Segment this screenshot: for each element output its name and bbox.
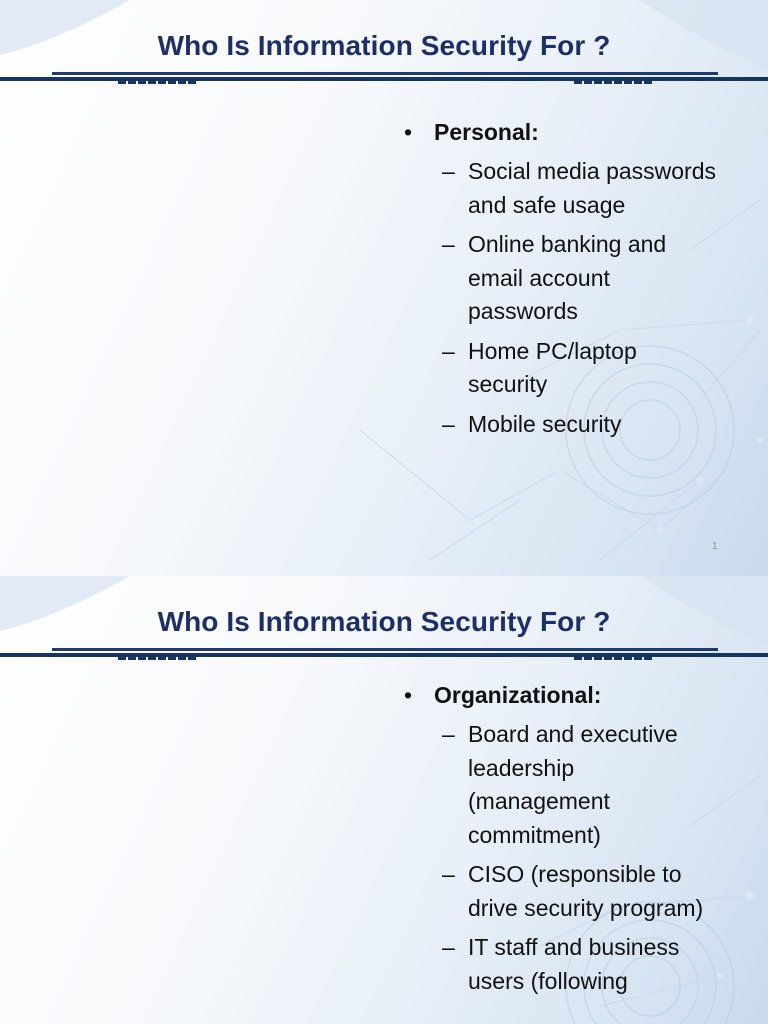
list-item-text: CISO (responsible to drive security program): [468, 861, 704, 921]
list-item: [404, 931, 756, 998]
list-item-text: Home PC/laptop security: [468, 337, 637, 397]
dash-symbol: –: [442, 158, 455, 184]
slide-title: Who Is Information Security For ?: [157, 30, 611, 61]
header-dash-left: [118, 81, 198, 84]
header-dash-right: [574, 81, 654, 84]
list-item-text: IT staff and business users (following: [468, 934, 680, 994]
bullet-heading: Personal:: [434, 119, 539, 145]
header-dash-left: [118, 657, 198, 660]
list-item-text: Online banking and email account passwords: [468, 231, 667, 324]
list-item: [404, 228, 756, 329]
bullet-list: [404, 679, 756, 998]
slide-2: [0, 576, 768, 1024]
list-item: [404, 155, 756, 222]
dash-symbol: –: [442, 337, 455, 364]
list-item: [404, 858, 756, 925]
title-rule: [52, 648, 718, 651]
dash-symbol: –: [442, 410, 455, 437]
title-rule: [52, 72, 718, 75]
list-item: [404, 335, 756, 402]
header-dash-right: [574, 657, 654, 660]
page-number: 1: [712, 541, 718, 552]
bullet-item: [404, 679, 756, 711]
bullet-symbol: •: [404, 119, 413, 145]
list-item-text: Social media passwords and safe usage: [468, 158, 717, 218]
bullet-list: [404, 116, 756, 441]
dash-symbol: –: [442, 934, 455, 960]
list-item: [404, 408, 756, 442]
bullet-symbol: •: [404, 682, 413, 708]
list-item-text: Mobile security: [468, 410, 622, 437]
list-item-text: Board and executive leadership (management commitment): [468, 721, 678, 848]
slide-title: Who Is Information Security For ?: [157, 606, 611, 637]
list-item: [404, 718, 756, 852]
dash-symbol: –: [442, 231, 455, 257]
bullet-heading: Organizational:: [434, 682, 602, 708]
bullet-item: [404, 116, 756, 148]
dash-symbol: –: [442, 721, 455, 747]
dash-symbol: –: [442, 861, 455, 887]
